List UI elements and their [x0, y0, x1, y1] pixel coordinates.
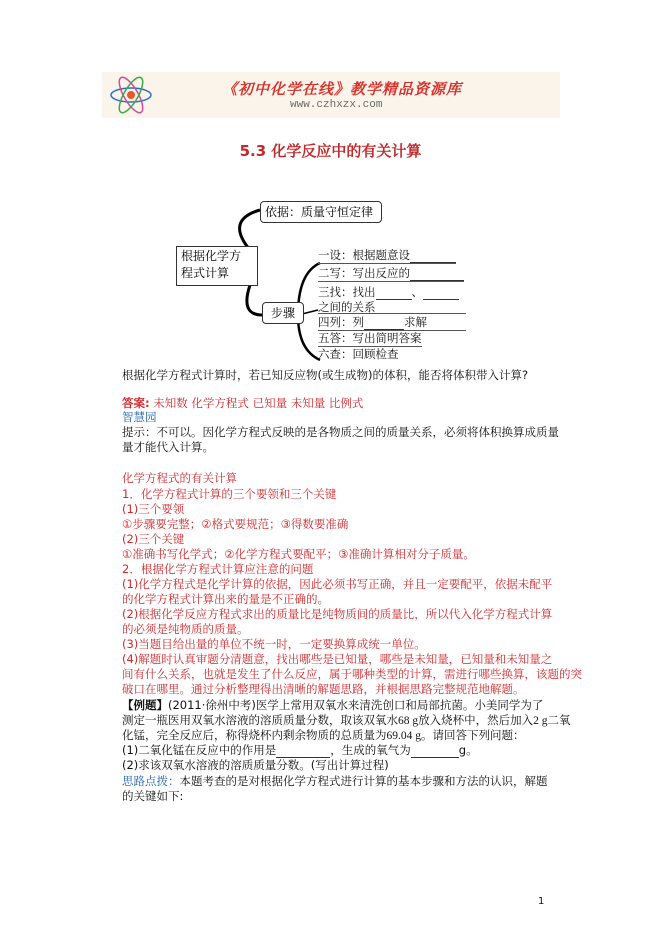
blank — [364, 318, 404, 330]
basis-box: 依据：质量守恒定律 — [260, 201, 382, 223]
blank — [410, 251, 456, 263]
thought-line-2: 的关键如下: — [122, 789, 184, 803]
para-1: 1．化学方程式计算的三个要领和三个关键 — [122, 487, 337, 501]
para-3: ①步骤要完整；②格式要规范；③得数要准确 — [122, 517, 349, 531]
example-q1: (1)二氧化锰在反应中的作用是 ，生成的氧气为 g。 — [122, 743, 478, 757]
step-4: 四列：列 求解 — [318, 313, 466, 331]
para-7b: 的化学方程式计算出来的量是不正确的。 — [122, 592, 329, 606]
para-2: (1)三个要领 — [122, 502, 185, 516]
para-5: ①准确书写化学式；②化学方程式要配平；③准确计算相对分子质量。 — [122, 547, 475, 561]
example-line-2: 测定一瓶医用双氧水溶液的溶质质量分数，取该双氧水68 g放入烧杯中，然后加入2 g二氧 — [122, 713, 571, 727]
page-number: 1 — [538, 896, 545, 907]
banner-title: 《初中化学在线》教学精品资源库 — [222, 80, 463, 98]
example-label: 【例题】 — [122, 698, 168, 712]
answer-items: 未知数 化学方程式 已知量 未知量 比例式 — [153, 396, 364, 410]
root-line-1: 根据化学方 — [181, 249, 242, 263]
root-line-2: 程式计算 — [181, 266, 230, 280]
blank — [376, 288, 412, 300]
page-title: 5.3 化学反应中的有关计算 — [239, 142, 422, 160]
blank — [410, 269, 464, 281]
header-banner — [102, 72, 560, 118]
thought-label: 思路点拨： — [122, 774, 180, 788]
answer-line — [122, 395, 363, 411]
para-10b: 间有什么关系，也就是发生了什么反应，属于哪种类型的计算，需进行哪些换算，该题的突 — [122, 667, 582, 681]
example-line-1: 【例题】(2011·徐州中考)医学上常用双氧水来清洗创口和局部抗菌。小美同学为了 — [122, 698, 544, 712]
thought-line-1: 思路点拨：本题考查的是对根据化学方程式进行计算的基本步骤和方法的认识，解题 — [122, 774, 548, 788]
answer-label: 答案: — [122, 396, 150, 410]
atom-logo-icon — [108, 75, 154, 115]
root-box — [176, 246, 258, 286]
para-10a: (4)解题时认真审题分清题意，找出哪些是已知量，哪些是未知量，已知量和未知量之 — [122, 652, 553, 666]
para-10c: 破口在哪里。通过分析整理得出清晰的解题思路，并根据思路完整规范地解题。 — [122, 682, 525, 696]
step-6: 六查：回顾检查 — [318, 347, 399, 361]
step-5: 五答：写出简明答案 — [318, 331, 422, 345]
example-line-3: 化锰，完全反应后，称得烧杯内剩余物质的总质量为69.04 g。请回答下列问题： — [122, 728, 525, 742]
question: 根据化学方程式计算时，若已知反应物(或生成物)的体积，能否将体积带入计算? — [122, 368, 529, 382]
section-title: 化学方程式的有关计算 — [122, 471, 237, 485]
para-8a: (2)根据化学反应方程式求出的质量比是纯物质间的质量比，所以代入化学方程式计算 — [122, 607, 553, 621]
steps-box: 步骤 — [262, 302, 304, 324]
para-7a: (1)化学方程式是化学计算的依据，因此必须书写正确，并且一定要配平，依据未配平 — [122, 577, 553, 591]
step-1: 一设：根据题意设 — [318, 247, 456, 264]
para-6: 2．根据化学方程式计算应注意的问题 — [122, 562, 314, 576]
para-4: (2)三个关键 — [122, 532, 185, 546]
hint-line-1: 提示：不可以。因化学方程式反映的是各物质之间的质量关系，必须将体积换算成质量 — [122, 425, 559, 439]
para-8b: 的必须是纯物质的质量。 — [122, 622, 249, 636]
banner-url: www.czhxzx.com — [290, 99, 383, 111]
step-3: 三找：找出 、 之间的关系 — [318, 285, 459, 315]
step-2: 二写：写出反应的 — [318, 265, 464, 282]
blank — [423, 288, 459, 300]
para-9: (3)当题目给出量的单位不统一时，一定要换算成统一单位。 — [122, 637, 426, 651]
section-heading-zhihuiyuan: 智慧园 — [122, 410, 157, 424]
example-q2: (2)求该双氧水溶液的溶质质量分数。(写出计算过程) — [122, 758, 389, 772]
answer-blank-2 — [411, 746, 459, 758]
hint-line-2: 量才能代入计算。 — [122, 440, 214, 454]
